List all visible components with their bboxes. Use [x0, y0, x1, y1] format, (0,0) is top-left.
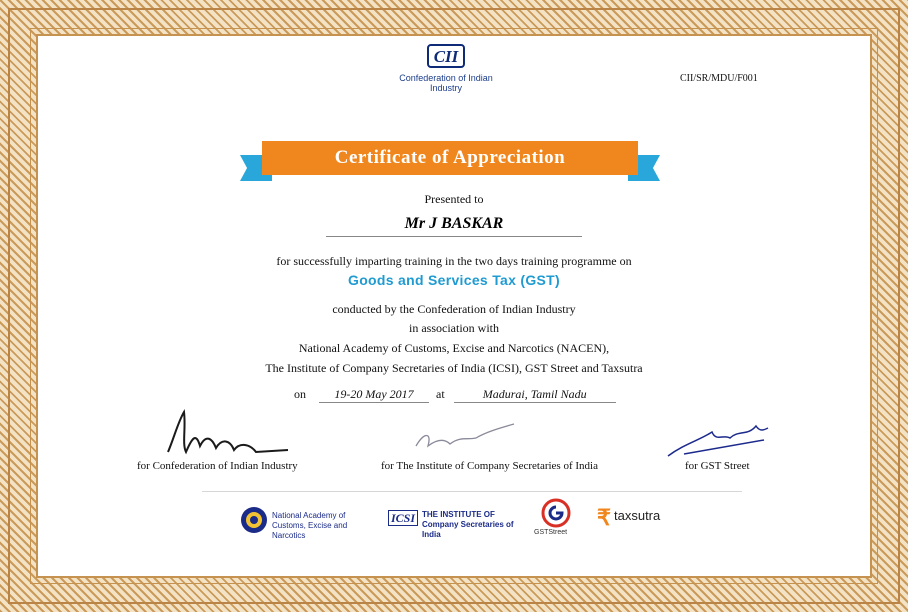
nacen-emblem-icon: [240, 506, 268, 534]
signatory-label-icsi: for The Institute of Company Secretaries of India: [381, 460, 598, 472]
programme-name: Goods and Services Tax (GST): [348, 272, 560, 288]
signatory-label-cii: for Confederation of Indian Industry: [137, 460, 298, 472]
signature-cii: [160, 408, 300, 458]
title-ribbon: [240, 139, 660, 183]
certificate-title: Certificate of Appreciation: [262, 141, 638, 175]
event-date: 19-20 May 2017: [319, 387, 429, 403]
cii-logo-caption: Confederation of Indian Industry: [399, 73, 493, 93]
signature-icsi: [410, 422, 520, 456]
event-place: Madurai, Tamil Nadu: [454, 387, 616, 403]
signatory-label-gststreet: for GST Street: [685, 460, 750, 472]
cii-logo-mark: CII: [427, 44, 465, 68]
taxsutra-name: taxsutra: [614, 508, 661, 523]
gststreet-logo-icon: [540, 498, 572, 528]
training-line: for successfully imparting training in the two days training programme on: [276, 254, 632, 268]
nacen-name: National Academy of Customs, Excise and Narcotics: [272, 511, 348, 540]
association-line: in association with: [409, 321, 499, 335]
footer-divider: [202, 491, 742, 492]
date-place-line: [294, 387, 616, 403]
on-label: on: [294, 387, 306, 401]
reference-number: CII/SR/MDU/F001: [680, 73, 758, 84]
at-label: at: [436, 387, 445, 401]
nacen-line: National Academy of Customs, Excise and Narcotics (NACEN),: [298, 341, 610, 355]
partners-line: The Institute of Company Secretaries of India (ICSI), GST Street and Taxsutra: [265, 361, 643, 375]
icsi-logo-mark: ICSI: [388, 510, 418, 526]
icsi-name: THE INSTITUTE OF Company Secretaries of India: [422, 510, 514, 539]
gststreet-name: GSTStreet: [534, 529, 568, 536]
recipient-name: Mr J BASKAR: [326, 215, 582, 237]
signature-gststreet: [664, 414, 774, 460]
taxsutra-logo-icon: ₹: [597, 505, 611, 530]
presented-to-label: Presented to: [424, 192, 484, 206]
conducted-by-line: conducted by the Confederation of Indian Industry: [332, 302, 576, 316]
cii-logo: [390, 44, 502, 114]
